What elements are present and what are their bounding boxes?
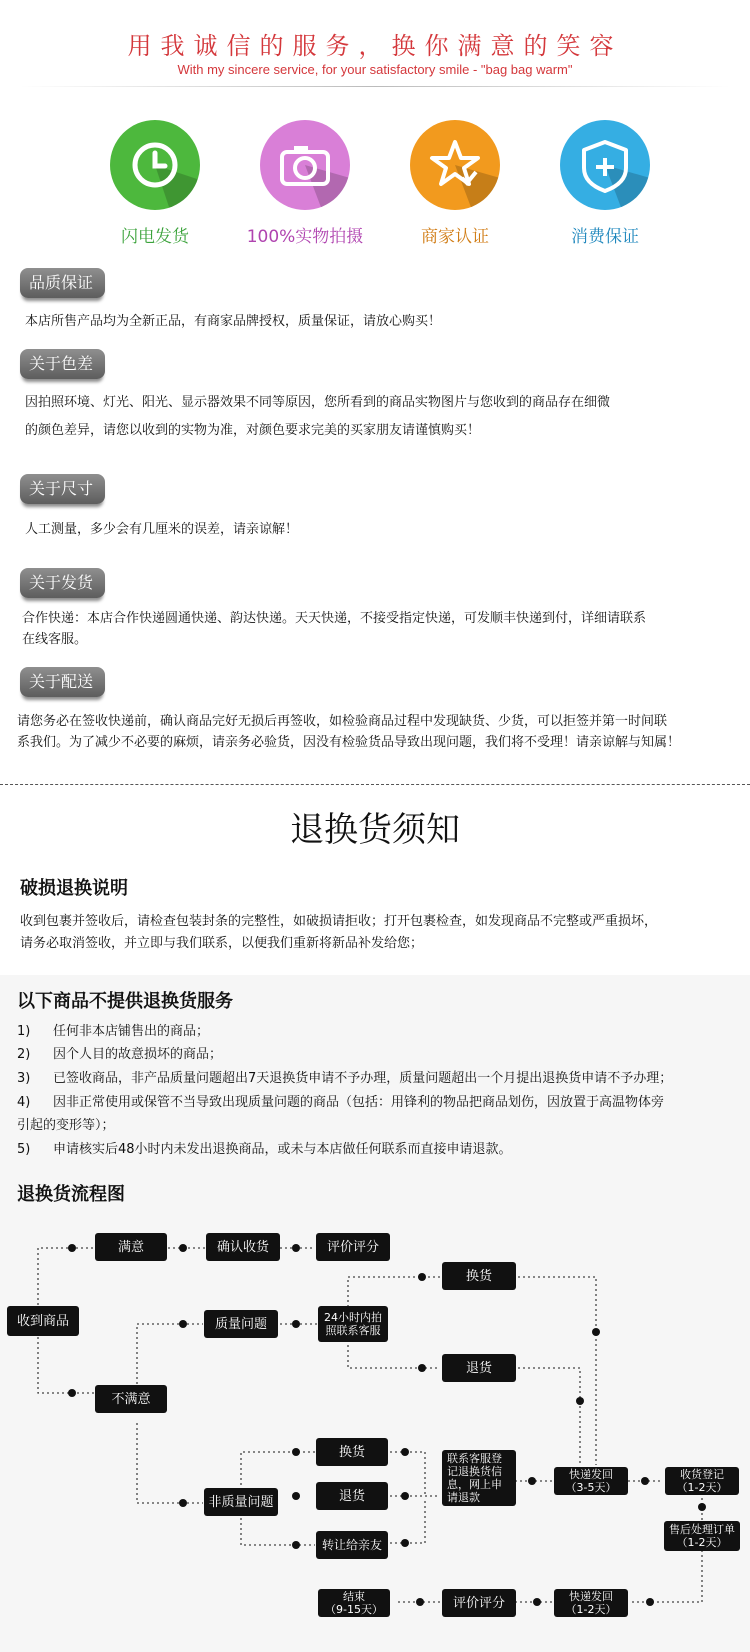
notice-text-color-line1: 因拍照环境、灯光、阳光、显示器效果不同等原因，您所看到的商品实物图片与您收到的商品存在细微 xyxy=(25,395,611,410)
flow-node-ship-out xyxy=(554,1589,628,1617)
shield-icon xyxy=(560,120,650,210)
list-item-number: 4) xyxy=(17,1095,31,1110)
list-item xyxy=(17,1020,209,1044)
list-item xyxy=(17,1043,222,1067)
list-item xyxy=(17,1114,115,1138)
list-item-text: 因非正常使用或保管不当导致出现质量问题的商品（包括：用锋利的物品把商品划伤，因放置于高温物体旁 xyxy=(53,1095,665,1110)
list-item-number: 5) xyxy=(17,1142,31,1157)
notice-tag-color: 关于色差 xyxy=(20,349,105,379)
flow-node-confirm-receipt: 确认收货 xyxy=(206,1233,280,1261)
notice-text-delivery-line2: 系我们。为了减少不必要的麻烦，请亲务必验货，因没有检验货品导致出现问题，我们将不受理！请亲谅解与知属！ xyxy=(17,735,681,750)
feature-label-consumer-guarantee: 消费保证 xyxy=(571,227,639,247)
list-item-text: 因个人目的故意损坏的商品； xyxy=(53,1047,223,1062)
notice-text-delivery-line1: 请您务必在签收快递前，确认商品完好无损后再签收，如检验商品过程中发现缺货、少货，可以拒签并第一时间联 xyxy=(17,714,668,729)
flowchart-connectors xyxy=(0,1200,750,1652)
clock-icon xyxy=(110,120,200,210)
star-icon xyxy=(410,120,500,210)
list-item-number: 1) xyxy=(17,1024,31,1039)
list-item xyxy=(17,1067,672,1091)
no-service-heading: 以下商品不提供退换货服务 xyxy=(17,991,233,1012)
flow-heading: 退换货流程图 xyxy=(17,1184,125,1205)
notice-text-size: 人工测量，多少会有几厘米的误差，请亲谅解！ xyxy=(25,522,299,537)
returns-title: 退换货须知 xyxy=(290,810,460,850)
list-item-text: 任何非本店铺售出的商品； xyxy=(53,1024,210,1039)
list-item xyxy=(17,1091,664,1115)
flow-node-label: 收货登记 xyxy=(680,1468,724,1481)
flow-node-process-order xyxy=(664,1521,740,1551)
flow-node-ship-back xyxy=(554,1467,628,1495)
flow-node-duration: （1-2天） xyxy=(676,1536,728,1549)
flow-node-review: 评价评分 xyxy=(316,1233,390,1261)
flow-node-non-quality-issue: 非质量问题 xyxy=(204,1488,278,1516)
camera-icon xyxy=(260,120,350,210)
notice-text-shipping-line1: 合作快递：本店合作快递圆通快递、韵达快递。天天快递，不接受指定快递，可发顺丰快递到付，详细请联系 xyxy=(22,611,647,626)
list-item-number: 3) xyxy=(17,1071,31,1086)
list-item-number: 2) xyxy=(17,1047,31,1062)
flow-node-refund: 退货 xyxy=(442,1354,516,1382)
flow-node-label: 快递发回 xyxy=(569,1468,613,1481)
flow-node-duration: （9-15天） xyxy=(325,1603,383,1616)
list-item-text: 已签收商品，非产品质量问题超出7天退换货申请不予办理，质量问题超出一个月提出退换货申请不予办理； xyxy=(53,1071,673,1086)
section-divider xyxy=(0,784,750,785)
feature-label-fast-shipping: 闪电发货 xyxy=(121,227,189,247)
flow-node-duration: （1-2天） xyxy=(676,1481,728,1494)
flow-node-quality-issue: 质量问题 xyxy=(204,1310,278,1338)
flow-node-contact-service: 联系客服登记退换货信息，网上申请退款 xyxy=(442,1450,516,1506)
notice-text-shipping-line2: 在线客服。 xyxy=(22,632,88,647)
damage-heading: 破损退换说明 xyxy=(20,878,128,899)
damage-text-line2: 请务必取消签收，并立即与我们联系，以便我们重新将新品补发给您； xyxy=(20,936,424,951)
flow-node-end xyxy=(318,1589,390,1617)
list-item-text: 引起的变形等）； xyxy=(17,1118,115,1133)
flow-node-review-2: 评价评分 xyxy=(442,1589,516,1617)
flow-node-refund-2: 退货 xyxy=(316,1482,388,1510)
damage-text-line1: 收到包裹并签收后，请检查包装封条的完整性，如破损请拒收；打开包裹检查，如发现商品不完整或严重损坏， xyxy=(20,914,658,929)
notice-text-quality: 本店所售产品均为全新正品，有商家品牌授权，质量保证，请放心购买！ xyxy=(25,314,442,329)
notice-tag-quality: 品质保证 xyxy=(20,268,105,298)
notice-tag-shipping: 关于发货 xyxy=(20,568,105,598)
flow-node-label: 结束 xyxy=(343,1590,365,1603)
flow-node-unsatisfied: 不满意 xyxy=(95,1385,167,1413)
flow-node-exchange-2: 换货 xyxy=(316,1438,388,1466)
flow-node-photo-contact: 24小时内拍照联系客服 xyxy=(318,1306,388,1342)
divider xyxy=(20,86,730,87)
notice-tag-delivery: 关于配送 xyxy=(20,667,105,697)
list-item xyxy=(17,1138,512,1162)
flow-node-exchange: 换货 xyxy=(442,1262,516,1290)
flow-node-duration: （1-2天） xyxy=(565,1603,617,1616)
flow-node-label: 快递发回 xyxy=(569,1590,613,1603)
flow-node-label: 售后处理订单 xyxy=(669,1523,735,1536)
slogan-chinese: 用我诚信的服务，换你满意的笑容 xyxy=(127,32,623,60)
flow-node-duration: （3-5天） xyxy=(565,1481,617,1494)
notice-tag-size: 关于尺寸 xyxy=(20,474,105,504)
flow-node-satisfied: 满意 xyxy=(95,1233,167,1261)
slogan-english: With my sincere service, for your satisfactory smile - "bag bag warm" xyxy=(177,62,573,77)
feature-label-real-photos: 100%实物拍摄 xyxy=(246,227,364,247)
flow-node-transfer: 转让给亲友 xyxy=(316,1531,388,1559)
list-item-text: 申请核实后48小时内未发出退换商品，或未与本店做任何联系而直接申请退款。 xyxy=(53,1142,512,1157)
flow-node-received: 收到商品 xyxy=(7,1306,79,1336)
flow-node-register xyxy=(665,1467,739,1495)
feature-label-merchant-certified: 商家认证 xyxy=(421,227,489,247)
notice-text-color-line2: 的颜色差异，请您以收到的实物为准，对颜色要求完美的买家朋友请谨慎购买！ xyxy=(25,423,481,438)
